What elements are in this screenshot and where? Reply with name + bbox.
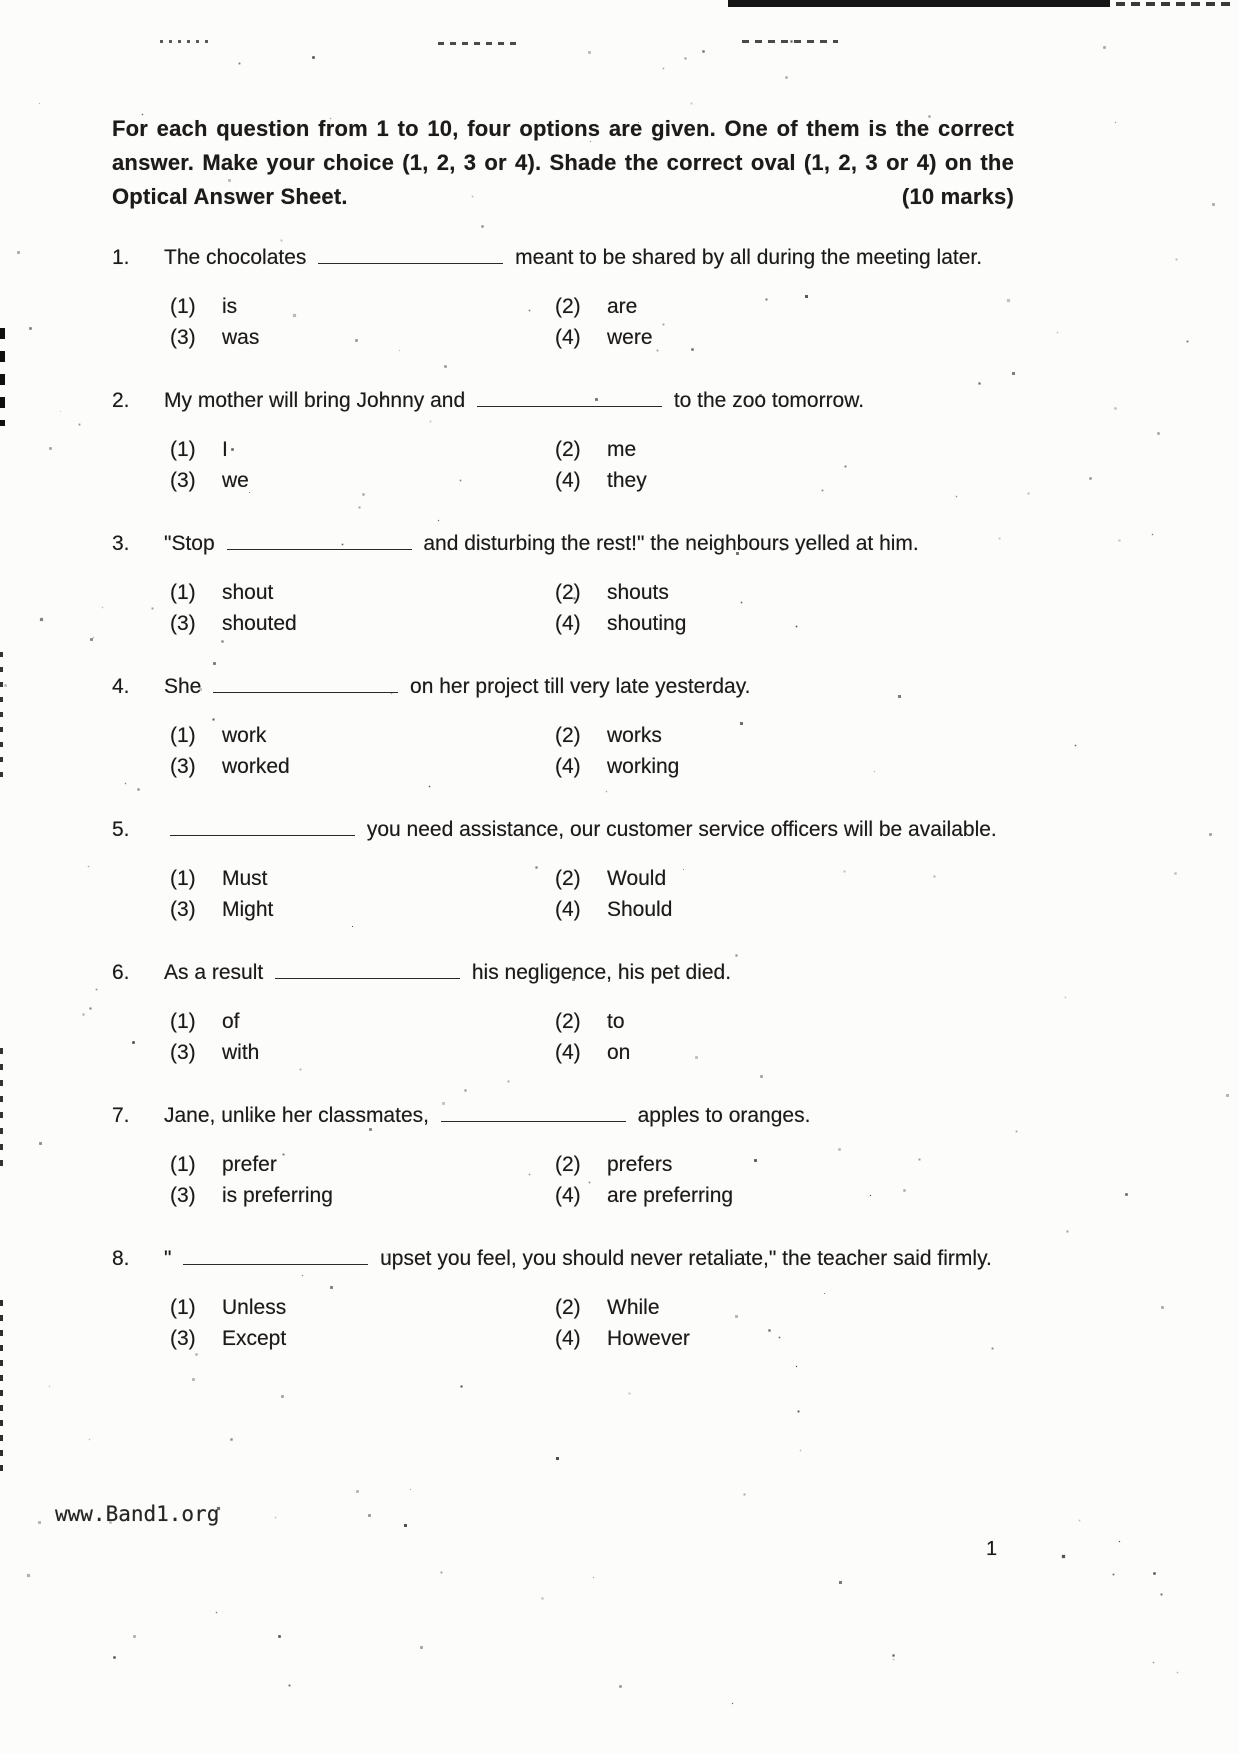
answer-blank [170, 822, 355, 836]
option-number: (1) [170, 867, 196, 890]
option-number: (1) [170, 438, 196, 461]
question [112, 673, 1121, 780]
option-label: However [607, 1327, 690, 1350]
option-label: prefer [222, 1153, 277, 1176]
footer-url: www.Band1.org [55, 1502, 220, 1526]
question-number: 3. [112, 532, 130, 555]
option-label: shout [222, 581, 274, 604]
answer-blank [227, 536, 412, 550]
option-number: (1) [170, 1010, 196, 1033]
option-label: was [222, 326, 260, 349]
option-grid [170, 436, 1020, 494]
option-label: shouted [222, 612, 297, 635]
question-text: My mother will bring Johnny and to the zoo tomorrow. [164, 389, 865, 412]
option-number: (3) [170, 1327, 196, 1350]
option-number: (1) [170, 1153, 196, 1176]
option-label: are [607, 295, 638, 318]
option-grid [170, 1294, 1020, 1352]
option-label: of [222, 1010, 240, 1033]
option-grid [170, 293, 1020, 351]
question-text: " upset you feel, you should never retaliate," the teacher said firmly. [164, 1247, 992, 1270]
option-number: (3) [170, 1184, 196, 1207]
option-number: (4) [555, 326, 581, 349]
question-number: 6. [112, 961, 130, 984]
option-number: (1) [170, 724, 196, 747]
option-label: is [222, 295, 238, 318]
option-number: (2) [555, 724, 581, 747]
option-number: (2) [555, 867, 581, 890]
option-label: Would [607, 867, 667, 890]
option-number: (4) [555, 898, 581, 921]
option-label: on [607, 1041, 631, 1064]
option-number: (3) [170, 326, 196, 349]
option-grid [170, 722, 1020, 780]
option-label: we [222, 469, 249, 492]
question-stem [112, 1245, 1017, 1272]
option-label: works [607, 724, 662, 747]
question-number: 5. [112, 818, 130, 841]
option-label: work [222, 724, 267, 747]
question-text: you need assistance, our customer service officers will be available. [164, 816, 1017, 843]
marks-label: (10 marks) [901, 184, 1014, 209]
option-label: While [607, 1296, 660, 1319]
question [112, 244, 1121, 351]
option-label: worked [222, 755, 290, 778]
question [112, 387, 1121, 494]
question-number: 8. [112, 1247, 130, 1270]
option-number: (3) [170, 612, 196, 635]
option-label: Except [222, 1327, 287, 1350]
option-number: (4) [555, 1327, 581, 1350]
option-label: they [607, 469, 647, 492]
option-label: is preferring [222, 1184, 333, 1207]
option-label: Should [607, 898, 673, 921]
option-number: (2) [555, 581, 581, 604]
question [112, 816, 1121, 923]
option-number: (4) [555, 469, 581, 492]
question-number: 1. [112, 246, 130, 269]
option-grid [170, 1008, 1020, 1066]
option-label: with [222, 1041, 260, 1064]
option-number: (2) [555, 1010, 581, 1033]
question-text: As a result his negligence, his pet died. [164, 961, 732, 984]
question [112, 1102, 1121, 1209]
option-grid [170, 1151, 1020, 1209]
answer-blank [441, 1108, 626, 1122]
option-label: Unless [222, 1296, 287, 1319]
question-text: "Stop and disturbing the rest!" the neighbours yelled at him. [164, 532, 919, 555]
option-number: (2) [555, 1153, 581, 1176]
question [112, 1245, 1121, 1352]
option-label: are preferring [607, 1184, 734, 1207]
question-stem [112, 816, 1017, 843]
answer-blank [275, 965, 460, 979]
option-label: working [607, 755, 680, 778]
question [112, 959, 1121, 1066]
option-number: (3) [170, 1041, 196, 1064]
question-stem [112, 530, 1017, 557]
option-label: shouts [607, 581, 669, 604]
option-number: (3) [170, 469, 196, 492]
question-number: 2. [112, 389, 130, 412]
option-label: to [607, 1010, 625, 1033]
question-number: 7. [112, 1104, 130, 1127]
question-stem [112, 244, 1017, 271]
option-label: I [222, 438, 228, 461]
option-number: (3) [170, 898, 196, 921]
question-text: Jane, unlike her classmates, apples to oranges. [164, 1104, 811, 1127]
instructions-text: For each question from 1 to 10, four options are given. One of them is the correct answer. Make your choice (1, 2, 3 or 4). Shade the correct oval (1, 2, 3 or 4) on the Optical Answer Sheet. [112, 116, 1014, 209]
option-label: Might [222, 898, 274, 921]
question-text: She on her project till very late yesterday. [164, 675, 751, 698]
option-number: (2) [555, 438, 581, 461]
option-grid [170, 579, 1020, 637]
option-label: prefers [607, 1153, 673, 1176]
option-number: (4) [555, 1041, 581, 1064]
question-text: The chocolates meant to be shared by all during the meeting later. [164, 246, 983, 269]
question-stem [112, 387, 1017, 414]
option-label: me [607, 438, 637, 461]
page-number: 1 [986, 1538, 998, 1560]
question-stem [112, 959, 1017, 986]
answer-blank [183, 1251, 368, 1265]
option-number: (1) [170, 295, 196, 318]
option-label: Must [222, 867, 268, 890]
option-number: (1) [170, 581, 196, 604]
option-label: were [607, 326, 653, 349]
option-number: (2) [555, 295, 581, 318]
option-number: (4) [555, 612, 581, 635]
option-number: (3) [170, 755, 196, 778]
option-grid [170, 865, 1020, 923]
option-number: (1) [170, 1296, 196, 1319]
option-label: shouting [607, 612, 687, 635]
question [112, 530, 1121, 637]
question-stem [112, 673, 1017, 700]
answer-blank [477, 393, 662, 407]
question-list [112, 244, 1121, 1352]
instructions [112, 112, 1014, 214]
question-stem [112, 1102, 1017, 1129]
answer-blank [213, 679, 398, 693]
option-number: (4) [555, 755, 581, 778]
answer-blank [318, 250, 503, 264]
option-number: (4) [555, 1184, 581, 1207]
question-number: 4. [112, 675, 130, 698]
option-number: (2) [555, 1296, 581, 1319]
